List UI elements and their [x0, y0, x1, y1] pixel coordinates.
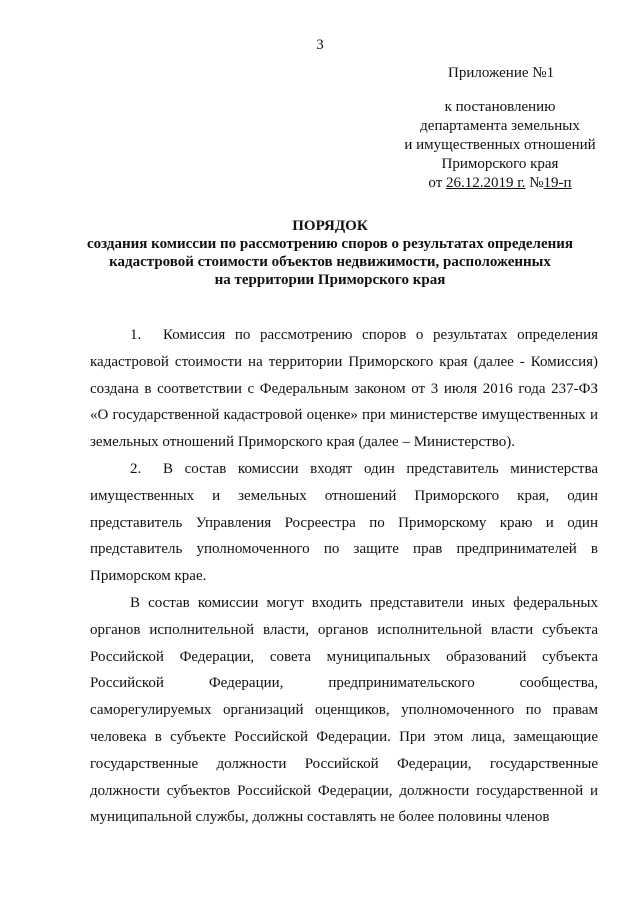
page-number: 3 — [316, 37, 324, 53]
date-prefix: от — [428, 175, 447, 191]
document-date: 26.12.2019 г. — [446, 175, 526, 191]
paragraph-number: 1. — [130, 327, 142, 343]
title-subtitle-line: на территории Приморского края — [214, 272, 446, 288]
paragraph-2 — [90, 456, 598, 590]
document-number: 19-п — [543, 175, 572, 191]
appendix-label: Приложение №1 — [448, 65, 555, 81]
paragraph-text: В состав комиссии могут входить представители иных федеральных органов исполнительной власти, органов исполнительной власти субъекта Российской Федерации, совета муниципальных образований субъекта Российской Федерации, предпринимательского сообщества, саморегулируемых организаций оценщиков, уполномоченного по правам человека в субъекте Российской Федерации. При этом лица, замещающие государственные должности Российской Федерации, государственные должности субъектов Российской Федерации, должности государственной и муниципальной службы, должны составлять не более половины членов — [90, 594, 598, 826]
approval-line: к постановлению — [444, 99, 556, 115]
title-subtitle-line: создания комиссии по рассмотрению споров о результатах определения — [86, 236, 574, 252]
approval-line: Приморского края — [441, 156, 559, 172]
paragraph-text: В состав комиссии входят один представитель министерства имущественных и земельных отношений Приморского края, один представитель Управления Росреестра по Приморскому краю и один представитель уполномоченного по защите прав предпринимателей в Приморском крае. — [90, 460, 598, 585]
document-title — [40, 217, 620, 289]
approval-line: и имущественных отношений — [404, 137, 596, 153]
title-subtitle-line: кадастровой стоимости объектов недвижимости, расположенных — [109, 254, 551, 270]
paragraph-1 — [90, 322, 598, 456]
number-sign: № — [525, 175, 544, 191]
paragraph-number: 2. — [130, 460, 142, 477]
paragraph-text: Комиссия по рассмотрению споров о результатах определения кадастровой стоимости на территории Приморского края (далее - Комиссия) создана в соответствии с Федеральным законом от 3 июля 2016 года 237-ФЗ «О государственной кадастровой оценке» при министерстве имущественных и земельных отношений Приморского края (далее – Министерство). — [90, 327, 598, 451]
approval-block — [390, 98, 610, 193]
document-body — [90, 322, 598, 831]
paragraph-3 — [90, 590, 598, 831]
approval-date-line — [390, 174, 610, 193]
approval-line: департамента земельных — [420, 118, 580, 134]
title-heading: ПОРЯДОК — [292, 218, 368, 234]
